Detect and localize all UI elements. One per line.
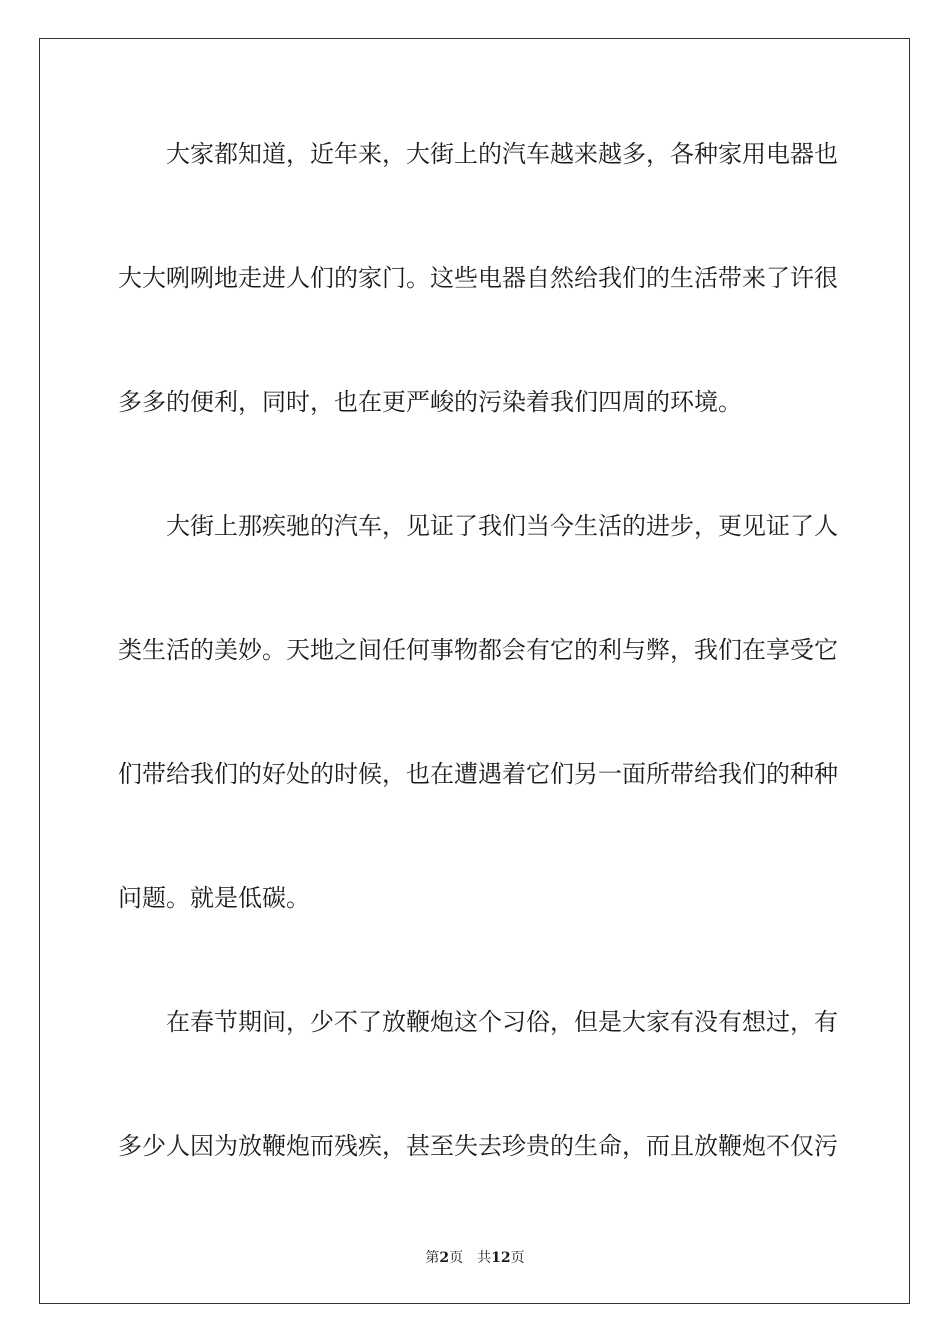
paragraph-3-line-2: 多少人因为放鞭炮而残疾，甚至失去珍贵的生命，而且放鞭炮不仅污 — [118, 1132, 838, 1160]
paragraph-3-line-1: 在春节期间，少不了放鞭炮这个习俗，但是大家有没有想过，有 — [166, 1008, 838, 1036]
page-number: 2 — [439, 1250, 450, 1266]
paragraph-1-line-1: 大家都知道，近年来，大街上的汽车越来越多，各种家用电器也 — [166, 140, 838, 168]
page-footer — [0, 1247, 950, 1267]
page-border — [39, 38, 910, 1304]
page-suffix: 页 — [449, 1250, 464, 1266]
total-prefix: 共 — [477, 1250, 492, 1266]
paragraph-1-line-2: 大大咧咧地走进人们的家门。这些电器自然给我们的生活带来了许很 — [118, 264, 838, 292]
total-suffix: 页 — [510, 1250, 525, 1266]
paragraph-2-line-4: 问题。就是低碳。 — [118, 884, 310, 912]
page-prefix: 第 — [425, 1250, 440, 1266]
paragraph-2-line-3: 们带给我们的好处的时候，也在遭遇着它们另一面所带给我们的种种 — [118, 760, 838, 788]
paragraph-1-line-3: 多多的便利，同时，也在更严峻的污染着我们四周的环境。 — [118, 388, 742, 416]
total-pages: 12 — [491, 1250, 511, 1266]
paragraph-2-line-2: 类生活的美妙。天地之间任何事物都会有它的利与弊，我们在享受它 — [118, 636, 838, 664]
paragraph-2-line-1: 大街上那疾驰的汽车，见证了我们当今生活的进步，更见证了人 — [166, 512, 838, 540]
